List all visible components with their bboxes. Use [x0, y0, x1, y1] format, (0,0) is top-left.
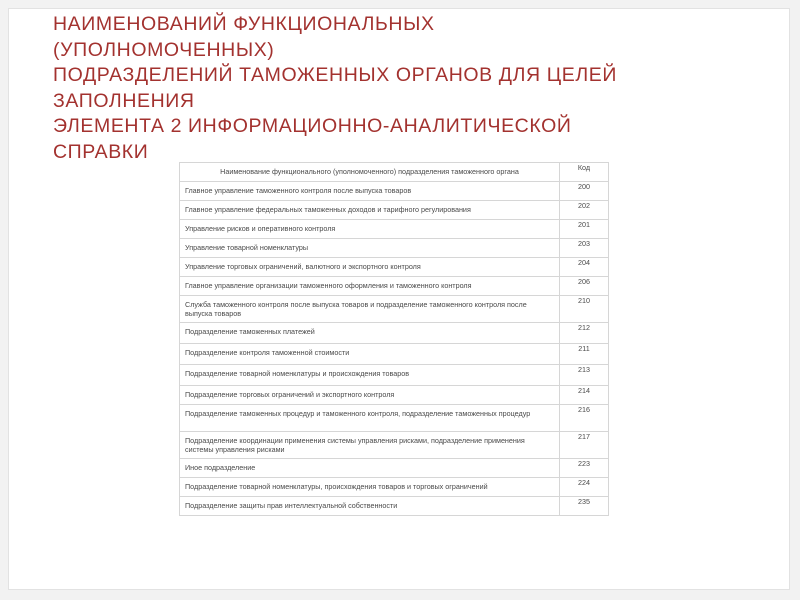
row-name: Подразделение таможенных процедур и таможенного контроля, подразделение таможенных процедур	[180, 405, 560, 432]
table-row	[180, 459, 609, 478]
row-code: 204	[560, 258, 609, 277]
row-name: Главное управление таможенного контроля после выпуска товаров	[180, 182, 560, 201]
row-name: Подразделение товарной номенклатуры, происхождения товаров и торговых ограничений	[180, 478, 560, 497]
row-code: 213	[560, 365, 609, 386]
table-row	[180, 405, 609, 432]
table-row	[180, 296, 609, 323]
row-code: 235	[560, 497, 609, 516]
table-row	[180, 220, 609, 239]
row-name: Иное подразделение	[180, 459, 560, 478]
table-row	[180, 277, 609, 296]
table-row	[180, 478, 609, 497]
table-header-row	[180, 163, 609, 182]
table-row	[180, 258, 609, 277]
row-name: Подразделение координации применения системы управления рисками, подразделение применения системы управления рисками	[180, 432, 560, 459]
header-name: Наименование функционального (уполномоченного) подразделения таможенного органа	[180, 163, 560, 182]
table-row	[180, 323, 609, 344]
row-name: Главное управление федеральных таможенных доходов и тарифного регулирования	[180, 201, 560, 220]
row-name: Управление рисков и оперативного контроля	[180, 220, 560, 239]
table-row	[180, 182, 609, 201]
row-code: 203	[560, 239, 609, 258]
row-code: 200	[560, 182, 609, 201]
row-name: Управление товарной номенклатуры	[180, 239, 560, 258]
table-row	[180, 344, 609, 365]
row-code: 224	[560, 478, 609, 497]
table-row	[180, 386, 609, 405]
row-name: Подразделение защиты прав интеллектуальной собственности	[180, 497, 560, 516]
table-row	[180, 365, 609, 386]
slide-title: НАИМЕНОВАНИЙ ФУНКЦИОНАЛЬНЫХ (УПОЛНОМОЧЕННЫХ) ПОДРАЗДЕЛЕНИЙ ТАМОЖЕННЫХ ОРГАНОВ ДЛЯ ЦЕЛЕЙ ЗАПОЛНЕНИЯ ЭЛЕМЕНТА 2 ИНФОРМАЦИОННО-АНАЛИТИЧЕСКОЙ СПРАВКИ	[53, 13, 617, 163]
row-name: Служба таможенного контроля после выпуска товаров и подразделение таможенного контроля после выпуска товаров	[180, 296, 560, 323]
table-row	[180, 432, 609, 459]
table-row	[180, 239, 609, 258]
row-name: Подразделение торговых ограничений и экспортного контроля	[180, 386, 560, 405]
codes-table	[179, 162, 609, 516]
slide-frame	[8, 8, 790, 590]
row-name: Подразделение товарной номенклатуры и происхождения товаров	[180, 365, 560, 386]
row-name: Подразделение контроля таможенной стоимости	[180, 344, 560, 365]
row-name: Управление торговых ограничений, валютного и экспортного контроля	[180, 258, 560, 277]
row-name: Подразделение таможенных платежей	[180, 323, 560, 344]
table-row	[180, 497, 609, 516]
row-code: 211	[560, 344, 609, 365]
row-code: 212	[560, 323, 609, 344]
row-code: 206	[560, 277, 609, 296]
row-code: 202	[560, 201, 609, 220]
row-code: 201	[560, 220, 609, 239]
row-code: 223	[560, 459, 609, 478]
row-name: Главное управление организации таможенного оформления и таможенного контроля	[180, 277, 560, 296]
header-code: Код	[560, 163, 609, 182]
row-code: 217	[560, 432, 609, 459]
row-code: 216	[560, 405, 609, 432]
row-code: 210	[560, 296, 609, 323]
row-code: 214	[560, 386, 609, 405]
table-row	[180, 201, 609, 220]
